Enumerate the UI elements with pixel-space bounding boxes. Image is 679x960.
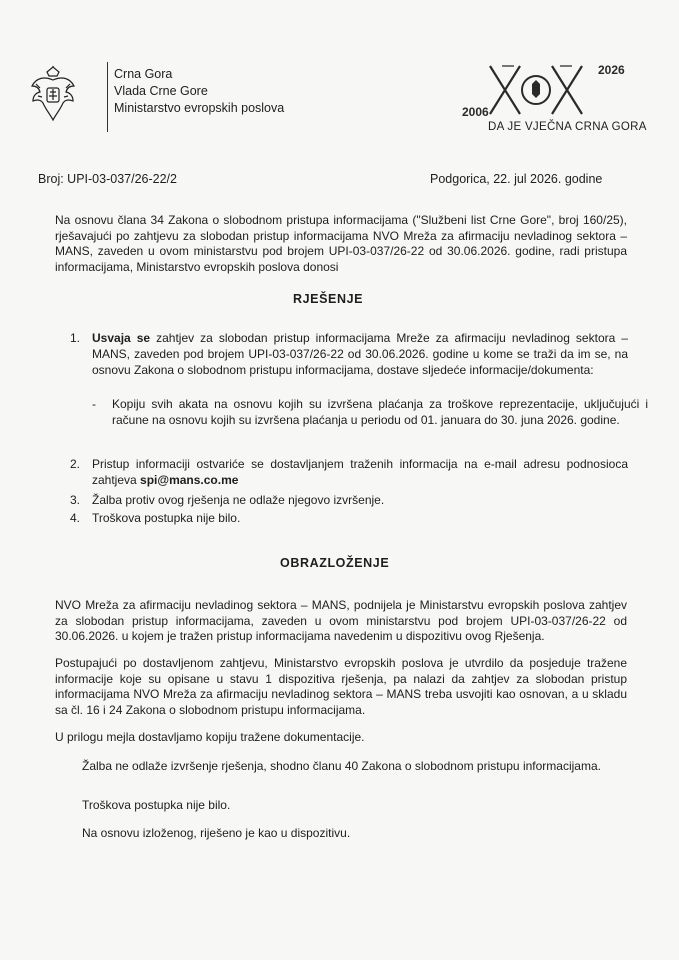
sub-list-item <box>92 396 648 428</box>
document-date: Podgorica, 22. jul 2026. godine <box>430 172 603 186</box>
obrazlozenje-paragraph-1: NVO Mreža za afirmaciju nevladinog sektora – MANS, podnijela je Ministarstvu evropskih poslova zahtjev za slobodan pristup informacijama, zaveden u ovom ministarstvu pod brojem UPI-03-037/26-22 od 30.06.2026. u kojem je tražen pristup informacijama navedenim u dispozitivu ovog Rješenja. <box>55 598 627 643</box>
email-address: spi@mans.co.me <box>140 473 239 487</box>
obrazlozenje-paragraph-6: Na osnovu izloženog, riješeno je kao u dispozitivu. <box>82 826 351 840</box>
logo-caption: DA JE VJEČNA CRNA GORA <box>488 121 647 133</box>
list-item <box>66 456 628 488</box>
logo-year-start: 2006 <box>462 105 489 119</box>
logo-year-end: 2026 <box>598 63 625 77</box>
obrazlozenje-paragraph-3: U prilogu mejla dostavljamo kopiju tražene dokumentacije. <box>55 730 365 744</box>
sub-item-text: Kopiju svih akata na osnovu kojih su izvršena plaćanja za troškove reprezentacije, uključujući i račune na osnovu kojih su izvršena plaćanja u periodu od 01. januara do 30. juna 2026. godine. <box>112 397 648 427</box>
coat-of-arms-icon <box>30 66 76 122</box>
list-item <box>66 330 628 378</box>
item2-text: Pristup informaciji ostvariće se dostavljanjem traženih informacija na e-mail adresu podnosioca zahtjeva <box>92 457 628 487</box>
dash-bullet: - <box>92 397 96 411</box>
obrazlozenje-paragraph-4: Žalba ne odlaže izvršenje rješenja, shodno članu 40 Zakona o slobodnom pristupu informacijama. <box>82 759 601 773</box>
item3-text: Žalba protiv ovog rješenja ne odlaže njegovo izvršenje. <box>92 493 385 507</box>
obrazlozenje-paragraph-5: Troškova postupka nije bilo. <box>82 798 231 812</box>
header-divider <box>107 62 108 132</box>
header-country: Crna Gora <box>114 67 173 81</box>
header-institution <box>114 66 284 117</box>
list-number: 2. <box>70 457 81 471</box>
header-ministry: Ministarstvo evropskih poslova <box>114 101 285 115</box>
obrazlozenje-heading: OBRAZLOŽENJE <box>280 556 390 570</box>
item4-text: Troškova postupka nije bilo. <box>92 511 241 525</box>
rjesenje-heading: RJEŠENJE <box>293 292 364 306</box>
list-item <box>66 492 628 508</box>
list-number: 3. <box>70 493 81 507</box>
intro-paragraph: Na osnovu člana 34 Zakona o slobodnom pristupa informacijama ("Službeni list Crne Gore", broj 160/25), rješavajući po zahtjevu za slobodan pristup informacijama NVO Mreža za afirmaciju nevladinog sektora – MANS, zaveden u ovom ministarstvu pod brojem UPI-03-037/26-22 od 30.06.2026. godine, radi pristupa informacijama, Ministarstvo evropskih poslova donosi <box>55 213 627 274</box>
item1-bold: Usvaja se <box>92 331 151 345</box>
obrazlozenje-paragraph-2: Postupajući po dostavljenom zahtjevu, Ministarstvo evropskih poslova je utvrdilo da posjeduje tražene informacije koje su opisane u stavu 1 dispozitiva rješenja, pa nalazi da zahtjev za slobodan pristup informacijama NVO Mreža za afirmaciju nevladinog sektora – MANS treba usvojiti kao osnovan, a u skladu sa čl. 16 i 24 Zakona o slobodnom pristupu informacijama. <box>55 656 627 717</box>
document-number: Broj: UPI-03-037/26-22/2 <box>38 172 177 186</box>
list-number: 4. <box>70 511 81 525</box>
twenty-years-logo <box>462 56 632 122</box>
list-item <box>66 510 628 526</box>
list-number: 1. <box>70 331 81 345</box>
header-government: Vlada Crne Gore <box>114 84 208 98</box>
item1-text: zahtjev za slobodan pristup informacijama Mreže za afirmaciju nevladinog sektora – MANS, zaveden pod brojem UPI-03-037/26-22 od 30.06.2026. godine u kome se traži da im se, na osnovu Zakona o slobodnom pristupu informacijama, dostave sljedeće informacije/dokumenta: <box>92 331 628 377</box>
